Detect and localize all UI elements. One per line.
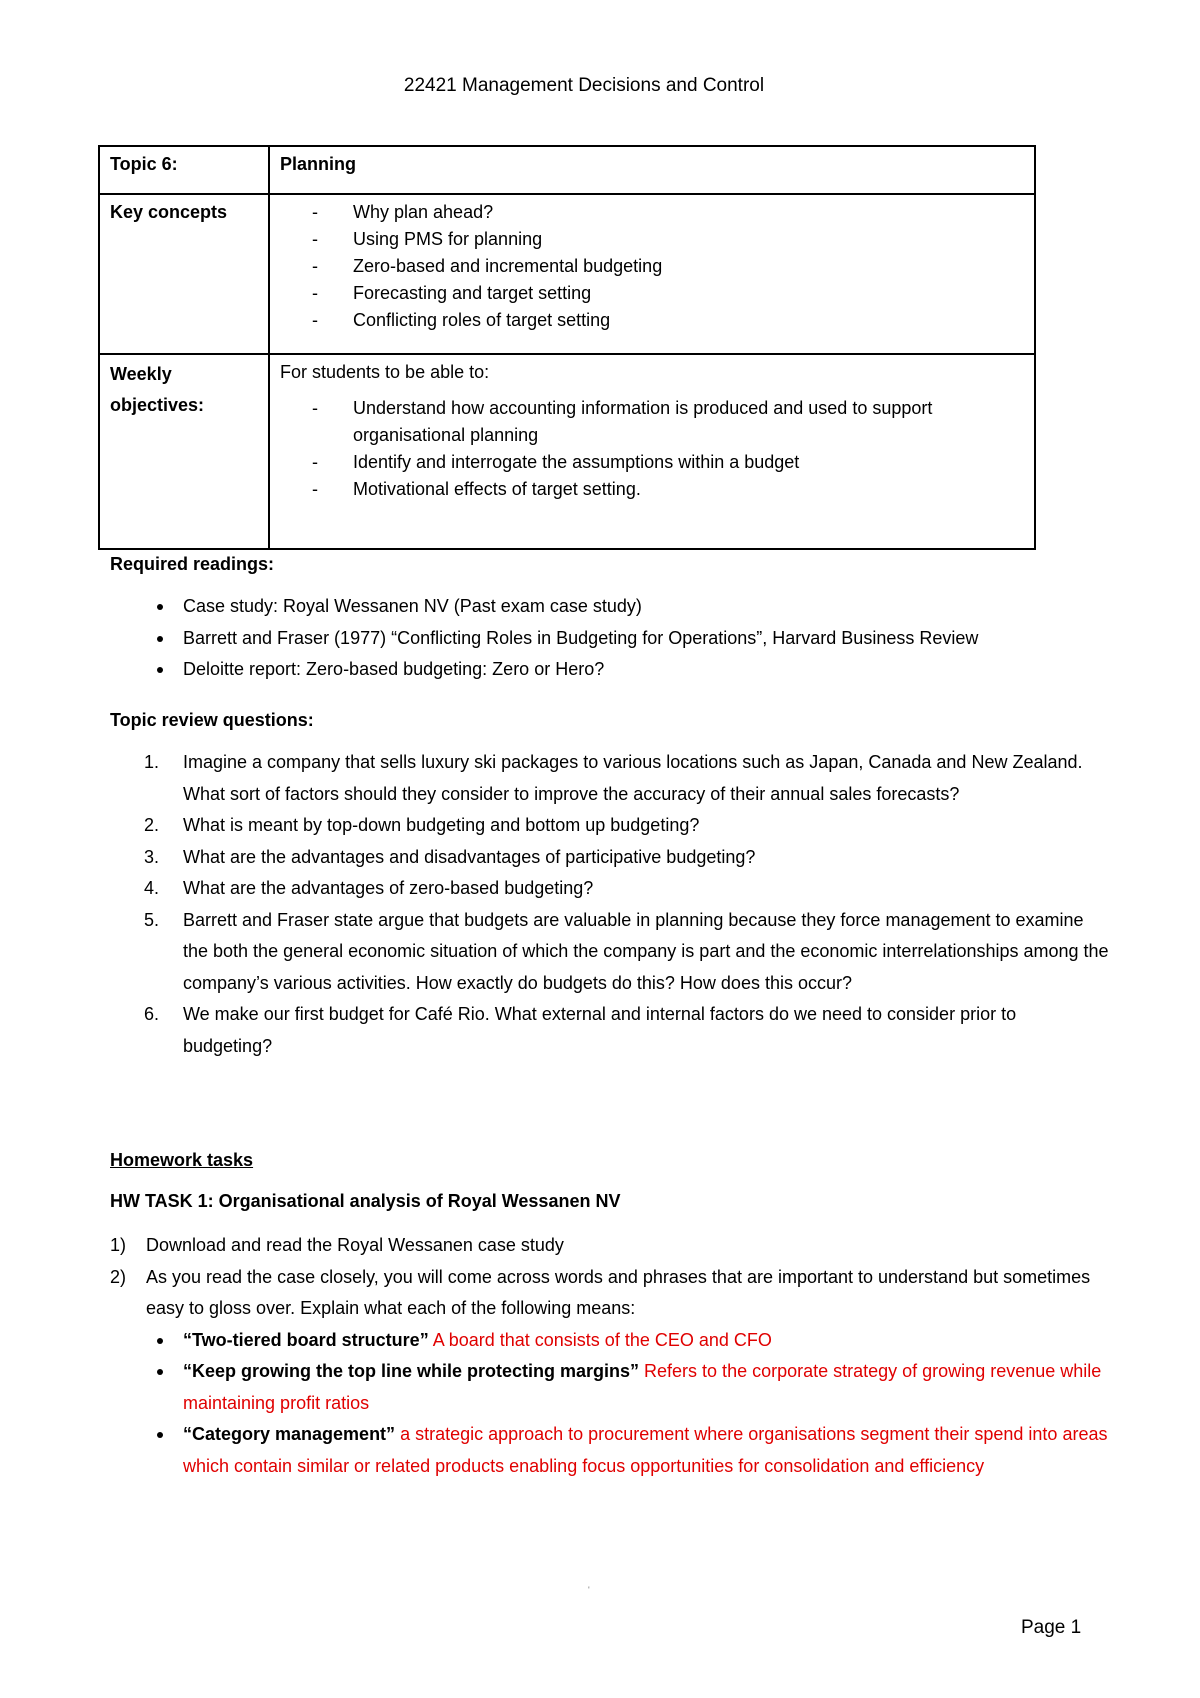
objectives-list — [280, 395, 1024, 503]
review-question — [110, 747, 1110, 810]
term-answer: Refers to the corporate strategy of growing revenue while maintaining profit ratios — [183, 1361, 1102, 1413]
question-number: 3. — [144, 846, 160, 867]
objective-item: - Identify and interrogate the assumptions within a budget — [280, 449, 1024, 476]
hw-step — [110, 1230, 1110, 1262]
hw-steps-list — [110, 1230, 1110, 1482]
objectives-cell — [269, 354, 1035, 549]
table-row-concepts — [99, 194, 1035, 354]
term-item — [110, 1356, 1110, 1419]
term-answer: a strategic approach to procurement where organisations segment their spend into areas which contain similar or related products enabling focus opportunities for consolidation and efficiency — [183, 1424, 1108, 1476]
terms-list — [146, 1325, 1110, 1483]
review-question — [110, 999, 1110, 1062]
question-text: We make our first budget for Café Rio. What external and internal factors do we need to consider prior to budgeting? — [183, 1004, 1017, 1056]
question-number: 1. — [144, 752, 160, 772]
concept-item: - Why plan ahead? — [280, 199, 1024, 226]
objective-item: - Understand how accounting information is produced and used to support organisational planning — [280, 395, 1024, 449]
term-label: “Keep growing the top line while protecting margins” — [183, 1361, 640, 1381]
readings-list — [110, 591, 1110, 686]
concept-item: - Using PMS for planning — [280, 226, 1024, 253]
objectives-label: Weekly objectives: — [99, 354, 269, 549]
reading-item: Barrett and Fraser (1977) “Conflicting Roles in Budgeting for Operations”, Harvard Business Review — [110, 623, 1110, 655]
readings-section — [110, 554, 1110, 686]
review-question — [110, 905, 1110, 1000]
review-heading: Topic review questions: — [110, 710, 314, 730]
question-text: Imagine a company that sells luxury ski packages to various locations such as Japan, Canada and New Zealand. What sort of factors should they consider to improve the accuracy of their annual sales forecasts? — [183, 752, 1083, 804]
term-item — [110, 1325, 1110, 1357]
concept-item: - Zero-based and incremental budgeting — [280, 253, 1024, 280]
step-text: Download and read the Royal Wessanen case study — [146, 1235, 564, 1255]
page-number: Page 1 — [1021, 1617, 1082, 1638]
concept-item: - Forecasting and target setting — [280, 280, 1024, 307]
step-text: As you read the case closely, you will come across words and phrases that are important to understand but sometimes easy to gloss over. Explain what each of the following means: — [146, 1266, 1091, 1318]
review-questions-list — [110, 747, 1110, 1062]
hw-step — [110, 1262, 1110, 1483]
topic-info-table — [98, 145, 1036, 550]
table-row-objectives — [99, 354, 1035, 549]
question-number: 4. — [144, 878, 160, 898]
review-question — [110, 810, 1110, 842]
document-header: 22421 Management Decisions and Control — [403, 75, 765, 96]
question-number: 2. — [144, 815, 160, 835]
concepts-list — [280, 199, 1024, 334]
topic-value: Planning — [269, 146, 1035, 194]
step-number: 1) — [110, 1235, 127, 1255]
readings-heading: Required readings: — [110, 554, 275, 574]
concepts-label: Key concepts — [99, 194, 269, 354]
review-question — [110, 842, 1110, 874]
review-section — [110, 710, 1110, 1062]
question-text: Barrett and Fraser state argue that budgets are valuable in planning because they force management to examine the both the general economic situation of which the company is part and the economic interrelationships among the company’s various activities. How exactly do budgets do this? How does this occur? — [183, 909, 1109, 993]
homework-section — [110, 1150, 1110, 1482]
concept-item: - Conflicting roles of target setting — [280, 307, 1024, 334]
term-answer: A board that consists of the CEO and CFO — [428, 1329, 772, 1350]
concepts-cell — [269, 194, 1035, 354]
hw-task-title: HW TASK 1: Organisational analysis of Royal Wessanen NV — [110, 1191, 621, 1211]
step-number: 2) — [110, 1266, 127, 1287]
reading-item: Case study: Royal Wessanen NV (Past exam case study) — [110, 591, 1110, 623]
question-text: What are the advantages of zero-based budgeting? — [183, 878, 594, 898]
question-number: 5. — [144, 909, 160, 930]
term-label: “Two-tiered board structure” — [183, 1329, 429, 1350]
question-text: What is meant by top-down budgeting and bottom up budgeting? — [183, 815, 700, 835]
topic-label: Topic 6: — [99, 146, 269, 194]
homework-heading: Homework tasks — [110, 1150, 254, 1170]
question-number: 6. — [144, 1004, 160, 1024]
reading-item: Deloitte report: Zero-based budgeting: Zero or Hero? — [110, 654, 1110, 686]
question-text: What are the advantages and disadvantages of participative budgeting? — [183, 846, 756, 867]
objective-item: - Motivational effects of target setting. — [280, 476, 1024, 503]
term-item — [110, 1419, 1110, 1482]
review-question — [110, 873, 1110, 905]
table-row-topic — [99, 146, 1035, 194]
objectives-intro: For students to be able to: — [280, 362, 490, 382]
footer-mark: ' — [588, 1585, 590, 1595]
term-label: “Category management” — [183, 1424, 396, 1444]
